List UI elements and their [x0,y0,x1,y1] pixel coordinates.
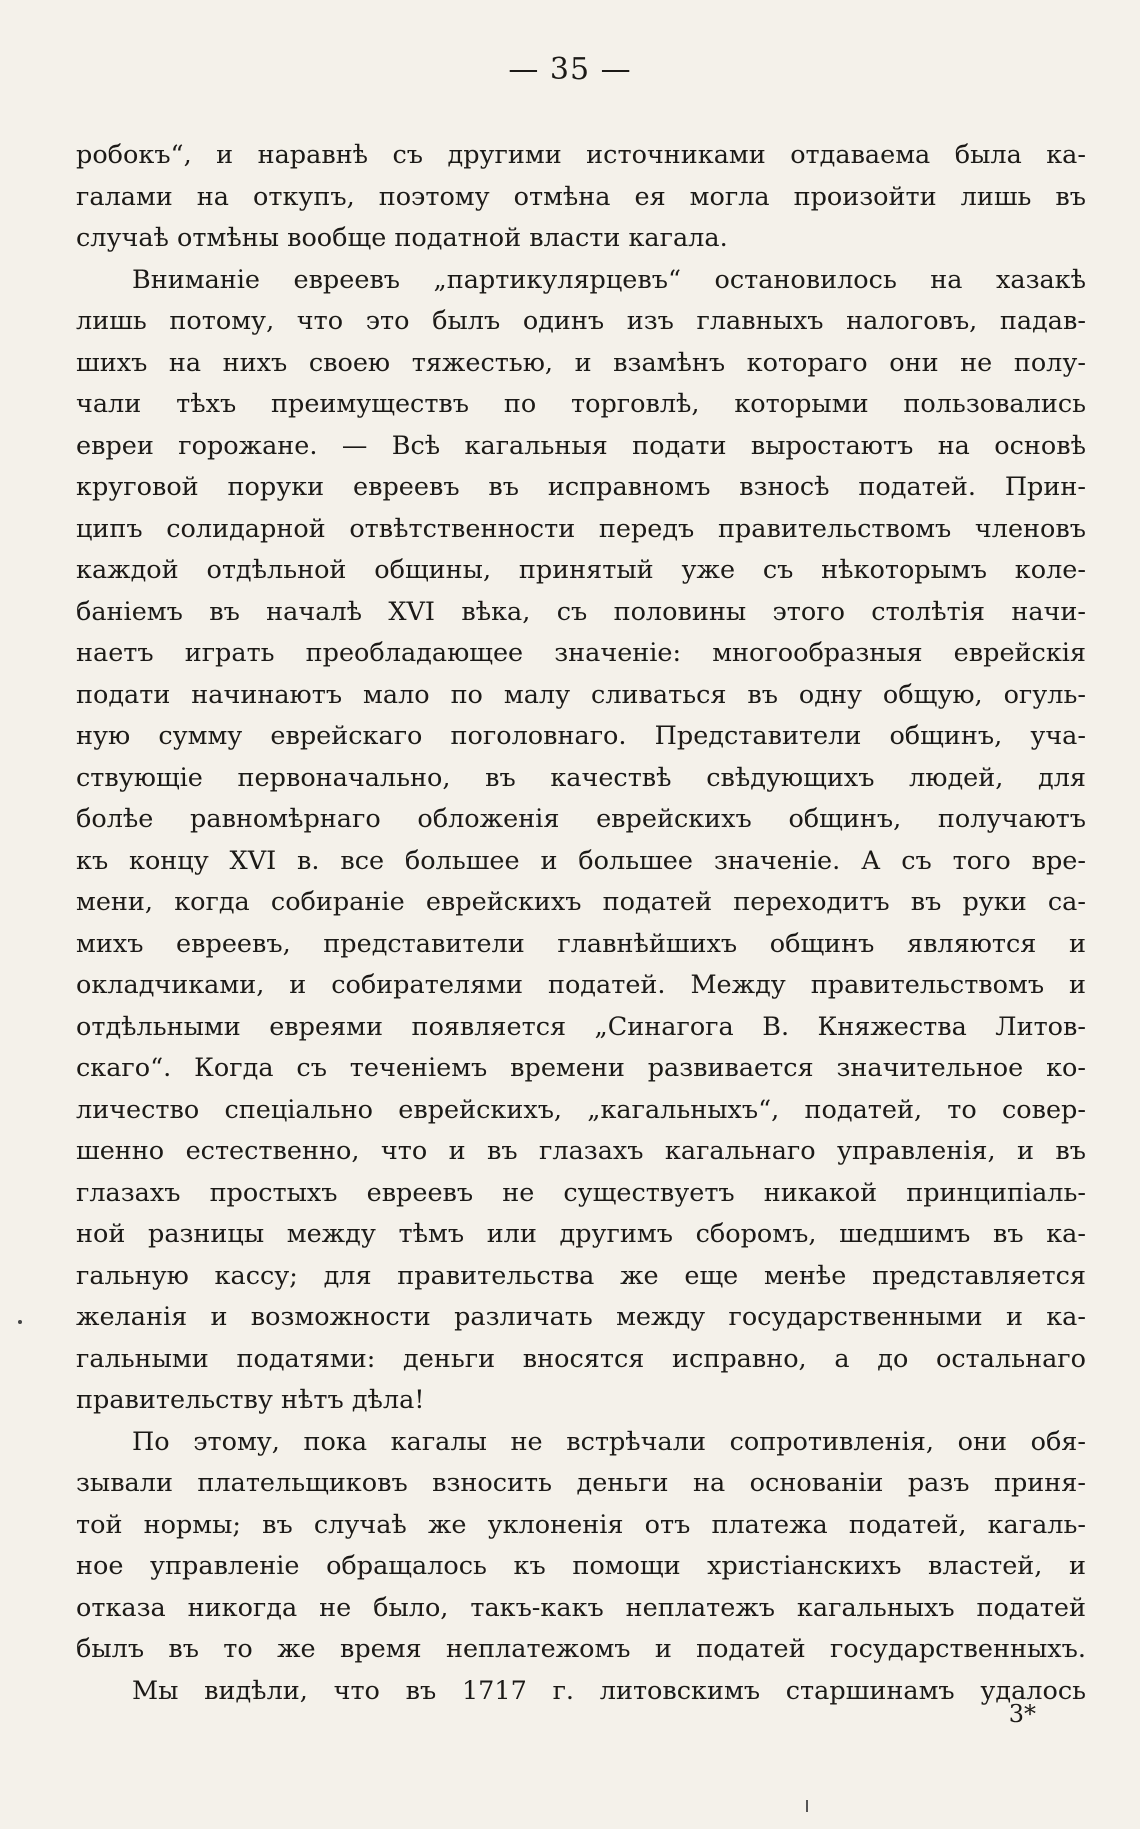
text-line: лишь потому, что это былъ одинъ изъ главныхъ налоговъ, падав- [76,306,1086,336]
signature-mark: 3* [1008,1700,1036,1728]
page-number: — 35 — [508,52,632,87]
text-line: Мы видѣли, что въ 1717 г. литовскимъ старшинамъ удалось [132,1675,1086,1706]
body-text [76,135,1086,1712]
text-line: шенно естественно, что и въ глазахъ кагальнаго управленія, и въ [76,1136,1086,1166]
text-line: скаго“. Когда съ теченіемъ времени развивается значительное ко- [76,1053,1086,1083]
text-line: подати начинаютъ мало по малу сливаться въ одну общую, огуль- [76,679,1086,710]
text-line: шихъ на нихъ своею тяжестью, и взамѣнъ котораго они не полу- [76,347,1086,378]
text-line: гальными податями: деньги вносятся исправно, а до остальнаго [76,1343,1086,1374]
text-line: былъ въ то же время неплатежомъ и податей государственныхъ. [76,1634,1086,1664]
text-line: баніемъ въ началѣ XVI вѣка, съ половины этого столѣтія начи- [76,596,1086,627]
text-line: личество спеціально еврейскихъ, „кагальныхъ“, податей, то совер- [76,1094,1086,1125]
text-line: болѣе равномѣрнаго обложенія еврейскихъ общинъ, получаютъ [76,804,1086,834]
margin-dot [18,1320,22,1324]
text-line: случаѣ отмѣны вообще податной власти кагала. [76,223,728,253]
text-line: отказа никогда не было, такъ-какъ неплатежъ кагальныхъ податей [76,1592,1086,1623]
text-line: глазахъ простыхъ евреевъ не существуетъ никакой принципіаль- [76,1177,1086,1208]
text-line: ствующіе первоначально, въ качествѣ свѣдующихъ людей, для [76,762,1086,793]
text-line: По этому, пока кагалы не встрѣчали сопротивленія, они обя- [132,1426,1086,1457]
text-line: евреи горожане. — Всѣ кагальныя подати выростаютъ на основѣ [76,430,1086,461]
text-line: ное управленіе обращалось къ помощи христіанскихъ властей, и [76,1551,1086,1581]
text-line: робокъ“, и наравнѣ съ другими источниками отдаваема была ка- [76,140,1086,170]
text-line: круговой поруки евреевъ въ исправномъ взносѣ податей. Прин- [76,472,1086,502]
text-line: галами на откупъ, поэтому отмѣна ея могла произойти лишь въ [76,181,1086,212]
print-mark [806,1800,808,1812]
text-line: ную сумму еврейскаго поголовнаго. Представители общинъ, уча- [76,721,1086,751]
text-line: желанія и возможности различать между государственными и ка- [76,1302,1086,1332]
text-line: ной разницы между тѣмъ или другимъ сборомъ, шедшимъ въ ка- [76,1219,1086,1249]
text-line: чали тѣхъ преимуществъ по торговлѣ, которыми пользовались [76,389,1086,419]
text-line: мени, когда собираніе еврейскихъ податей переходитъ въ руки са- [76,887,1086,917]
text-line: Вниманіе евреевъ „партикулярцевъ“ остановилось на хазакѣ [132,264,1086,295]
text-line: правительству нѣтъ дѣла! [76,1385,425,1415]
text-line: отдѣльными евреями появляется „Синагога В. Княжества Литов- [76,1011,1086,1042]
text-line: ципъ солидарной отвѣтственности передъ правительствомъ членовъ [76,513,1086,544]
text-line: той нормы; въ случаѣ же уклоненія отъ платежа податей, кагаль- [76,1509,1086,1540]
text-line: михъ евреевъ, представители главнѣйшихъ общинъ являются и [76,928,1086,959]
text-line: зывали плательщиковъ взносить деньги на основаніи разъ приня- [76,1468,1086,1498]
text-line: наетъ играть преобладающее значеніе: многообразныя еврейскія [76,638,1086,668]
text-line: гальную кассу; для правительства же еще менѣе представляется [76,1260,1086,1291]
text-line: къ концу XVI в. все большее и большее значеніе. А съ того вре- [76,845,1086,876]
text-line: окладчиками, и собирателями податей. Между правительствомъ и [76,970,1086,1000]
text-line: каждой отдѣльной общины, принятый уже съ нѣкоторымъ коле- [76,555,1086,585]
